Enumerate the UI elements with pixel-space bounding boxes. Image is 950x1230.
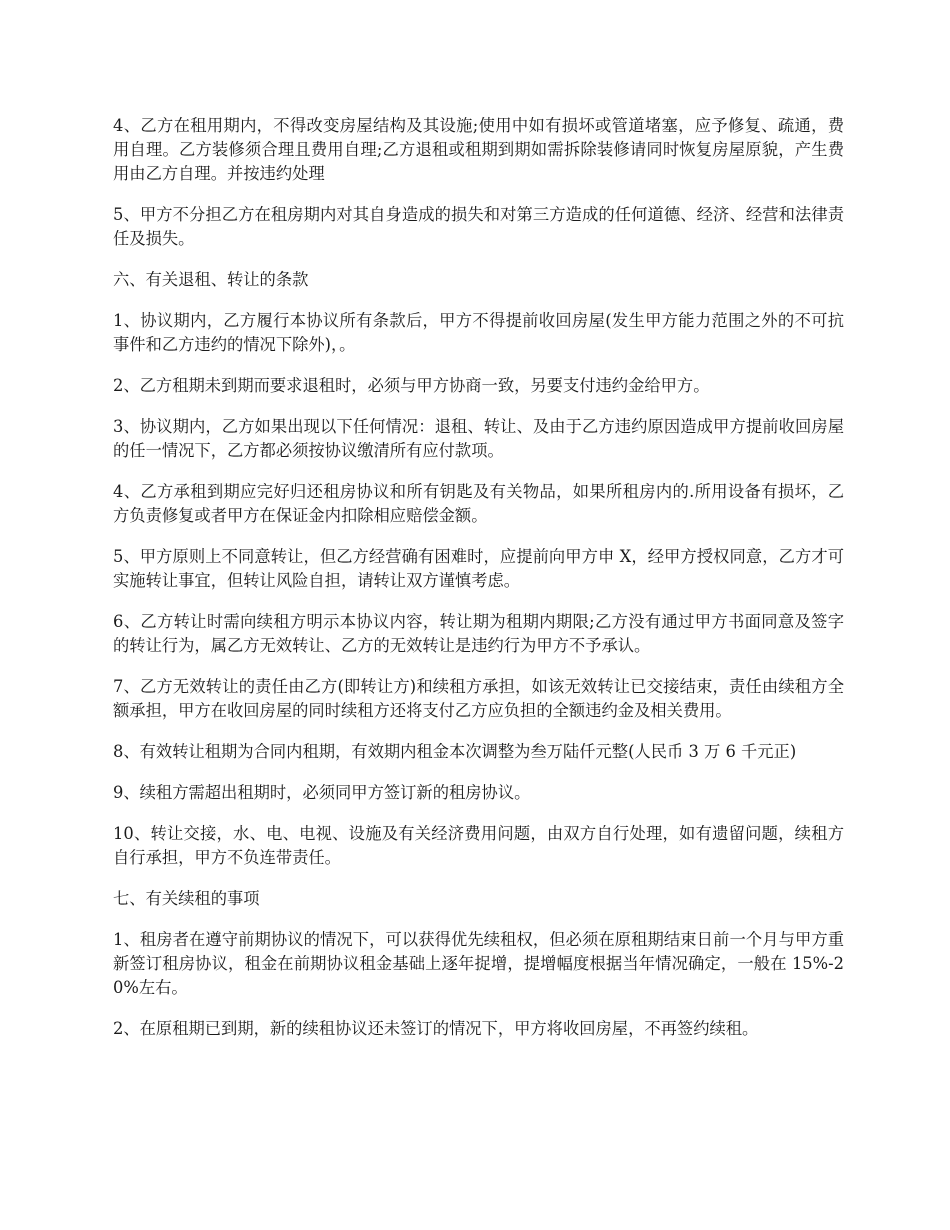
clause-6-10: 10、转让交接，水、电、电视、设施及有关经济费用问题，由双方自行处理，如有遗留问题，续租方自行承担，甲方不负连带责任。	[113, 824, 844, 867]
clause-6-5: 5、甲方原则上不同意转让，但乙方经营确有困难时，应提前向甲方申 X，经甲方授权同意，乙方才可实施转让事宜，但转让风险自担，请转让双方谨慎考虑。	[113, 547, 844, 590]
clause-7-2: 2、在原租期已到期，新的续租协议还未签订的情况下，甲方将收回房屋，不再签约续租。	[113, 1019, 759, 1038]
clause-4-alteration: 4、乙方在租用期内，不得改变房屋结构及其设施;使用中如有损坏或管道堵塞，应予修复、疏通，费用自理。乙方装修须合理且费用自理;乙方退租或租期到期如需拆除装修请同时恢复房屋原貌，产生费用由乙方自理。并按违约处理	[113, 116, 844, 183]
clause-7-1: 1、租房者在遵守前期协议的情况下，可以获得优先续租权，但必须在原租期结束日前一个月与甲方重新签订租房协议，租金在前期协议租金基础上逐年捉增，提增幅度根据当年情况确定，一般在 15%-20%左右。	[113, 930, 844, 997]
clause-6-4: 4、乙方承租到期应完好归还租房协议和所有钥匙及有关物品，如果所租房内的.所用设备有损坏，乙方负责修复或者甲方在保证金内扣除相应赔偿金额。	[113, 482, 844, 525]
clause-6-1: 1、协议期内，乙方履行本协议所有条款后，甲方不得提前收回房屋(发生甲方能力范围之外的不可抗事件和乙方违约的情况下除外)，。	[113, 311, 844, 354]
clause-5-liability: 5、甲方不分担乙方在租房期内对其自身造成的损失和对第三方造成的任何道德、经济、经营和法律责任及损失。	[113, 205, 844, 248]
clause-6-9: 9、续租方需超出租期时，必须同甲方签订新的租房协议。	[113, 783, 531, 802]
clause-6-6: 6、乙方转让时需向续租方明示本协议内容，转让期为租期内期限;乙方没有通过甲方书面同意及签字的转让行为，属乙方无效转让、乙方的无效转让是违约行为甲方不予承认。	[113, 612, 844, 655]
clause-6-8: 8、有效转让租期为合同内租期，有效期内租金本次调整为叁万陆仟元整(人民币 3 万 6 千元正)	[113, 742, 797, 761]
clause-6-2: 2、乙方租期未到期而要求退租时，必须与甲方协商一致，另要支付违约金给甲方。	[113, 376, 710, 395]
clause-6-7: 7、乙方无效转让的责任由乙方(即转让方)和续租方承担，如该无效转让已交接结束，责任由续租方全额承担，甲方在收回房屋的同时续租方还将支付乙方应负担的全额违约金及相关费用。	[113, 677, 844, 720]
section-heading-6: 六、有关退租、转让的条款	[113, 270, 309, 289]
clause-6-3: 3、协议期内，乙方如果出现以下任何情况：退租、转让、及由于乙方违约原因造成甲方提前收回房屋的任一情况下，乙方都必须按协议缴清所有应付款项。	[113, 417, 844, 460]
section-heading-7: 七、有关续租的事项	[113, 889, 260, 908]
